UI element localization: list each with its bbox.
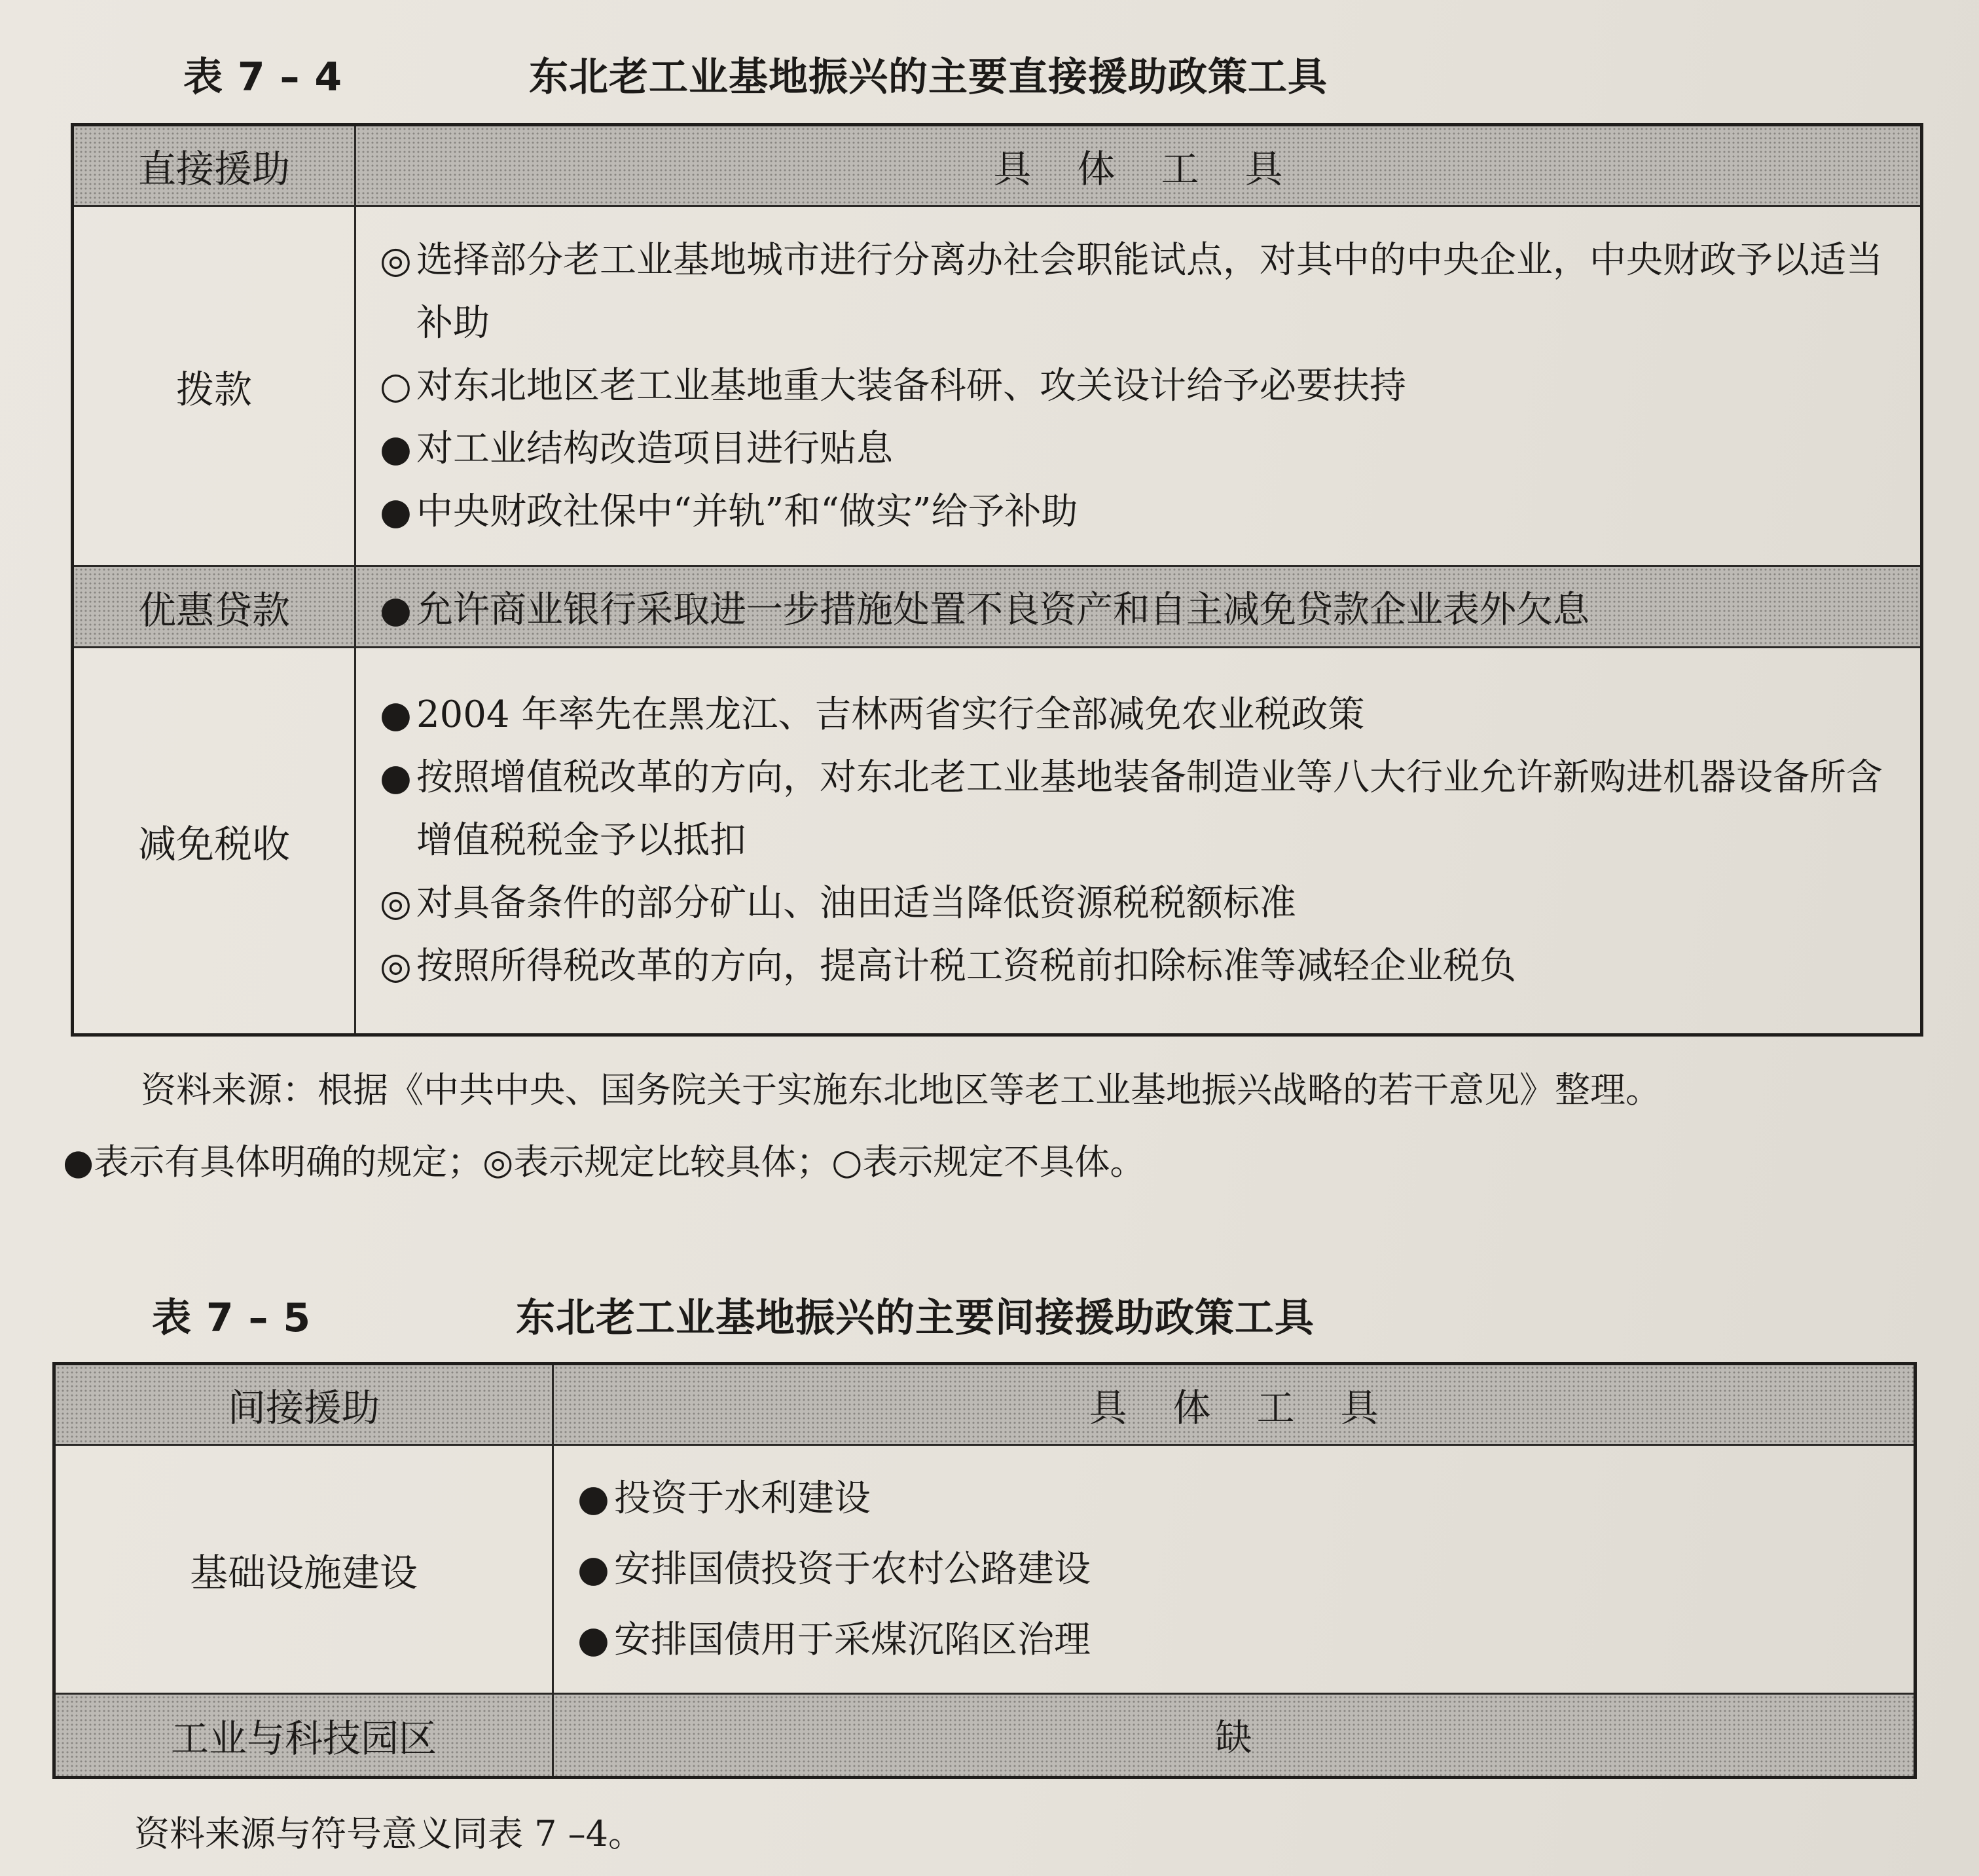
items-cell: [355, 566, 1922, 648]
symbol-icon: ◎: [380, 882, 412, 925]
item-text: 选择部分老工业基地城市进行分离办社会职能试点，对其中的中央企业，中央财政予以适当补助: [416, 238, 1883, 344]
category-cell: 减免税收: [73, 648, 355, 1035]
item-text: 投资于水利建设: [614, 1477, 871, 1520]
symbol-icon: ●: [380, 693, 412, 736]
items-cell: [355, 206, 1922, 566]
list-item: [380, 355, 1900, 418]
list-item: [577, 1463, 1894, 1534]
item-text: 2004 年率先在黑龙江、吉林两省实行全部减免农业税政策: [416, 693, 1365, 736]
table2-number: 表 7 – 5: [152, 1295, 312, 1341]
category-cell: 工业与科技园区: [54, 1694, 553, 1778]
item-text: 中央财政社保中“并轨”和“做实”给予补助: [416, 490, 1078, 533]
direct-aid-table: [71, 123, 1923, 1037]
item-text: 安排国债投资于农村公路建设: [614, 1547, 1091, 1591]
list-item: [380, 229, 1900, 355]
item-text: 按照增值税改革的方向，对东北老工业基地装备制造业等八大行业允许新购进机器设备所含增值税税金予以抵扣: [416, 756, 1883, 862]
symbol-icon: ●: [380, 490, 412, 533]
table-row: [73, 206, 1922, 566]
item-text: 对具备条件的部分矿山、油田适当降低资源税税额标准: [416, 882, 1296, 925]
item-text: 按照所得税改革的方向，提高计税工资税前扣除标准等减轻企业税负: [416, 945, 1516, 987]
list-item: [380, 872, 1900, 935]
symbol-icon: ●: [577, 1547, 609, 1591]
table1-number: 表 7 – 4: [183, 54, 343, 100]
item-text: 安排国债用于采煤沉陷区治理: [614, 1618, 1091, 1661]
value-cell: 缺: [553, 1694, 1915, 1778]
symbol-icon: ◎: [380, 945, 412, 987]
items-cell: [355, 648, 1922, 1035]
table2-source-note: 资料来源与符号意义同表 7 –4。: [134, 1813, 644, 1854]
category-cell: 基础设施建设: [54, 1445, 553, 1694]
item-text: 对东北地区老工业基地重大装备科研、攻关设计给予必要扶持: [416, 364, 1406, 407]
table1-source-note: 资料来源：根据《中共中央、国务院关于实施东北地区等老工业基地振兴战略的若干意见》整理。: [141, 1069, 1661, 1111]
symbol-icon: ●: [577, 1477, 609, 1520]
list-item: [380, 418, 1900, 481]
table2-caption: [152, 1287, 1527, 1339]
item-text: 对工业结构改造项目进行贴息: [416, 427, 893, 470]
table1-caption: [183, 46, 1493, 98]
item-text: 允许商业银行采取进一步措施处置不良资产和自主减免贷款企业表外欠息: [416, 588, 1589, 631]
table-row: [54, 1694, 1915, 1778]
category-cell: 拨款: [73, 206, 355, 566]
list-item: [380, 684, 1900, 746]
table2-title: 东北老工业基地振兴的主要间接援助政策工具: [516, 1295, 1315, 1341]
table-row: [54, 1445, 1915, 1694]
table1-header-right: 具体工具: [355, 125, 1922, 206]
table2-header-right: 具体工具: [553, 1364, 1915, 1445]
list-item: [380, 746, 1900, 872]
table1-title: 东北老工业基地振兴的主要直接援助政策工具: [529, 54, 1328, 100]
table1-header-left: 直接援助: [73, 125, 355, 206]
indirect-aid-table: [52, 1362, 1917, 1779]
table-row: [73, 648, 1922, 1035]
symbol-icon: ◎: [380, 238, 412, 282]
table2-header-left: 间接援助: [54, 1364, 553, 1445]
symbol-icon: ○: [380, 364, 412, 407]
items-cell: [553, 1445, 1915, 1694]
table-row: [73, 566, 1922, 648]
symbol-icon: ●: [577, 1618, 609, 1661]
category-cell: 优惠贷款: [73, 566, 355, 648]
symbol-icon: ●: [380, 756, 412, 799]
list-item: [380, 481, 1900, 543]
list-item: [577, 1605, 1894, 1676]
table1-legend-note: ●表示有具体明确的规定；◎表示规定比较具体；○表示规定不具体。: [63, 1141, 1146, 1183]
symbol-icon: ●: [380, 588, 412, 631]
list-item: [577, 1534, 1894, 1605]
list-item: [380, 935, 1900, 998]
symbol-icon: ●: [380, 427, 412, 470]
